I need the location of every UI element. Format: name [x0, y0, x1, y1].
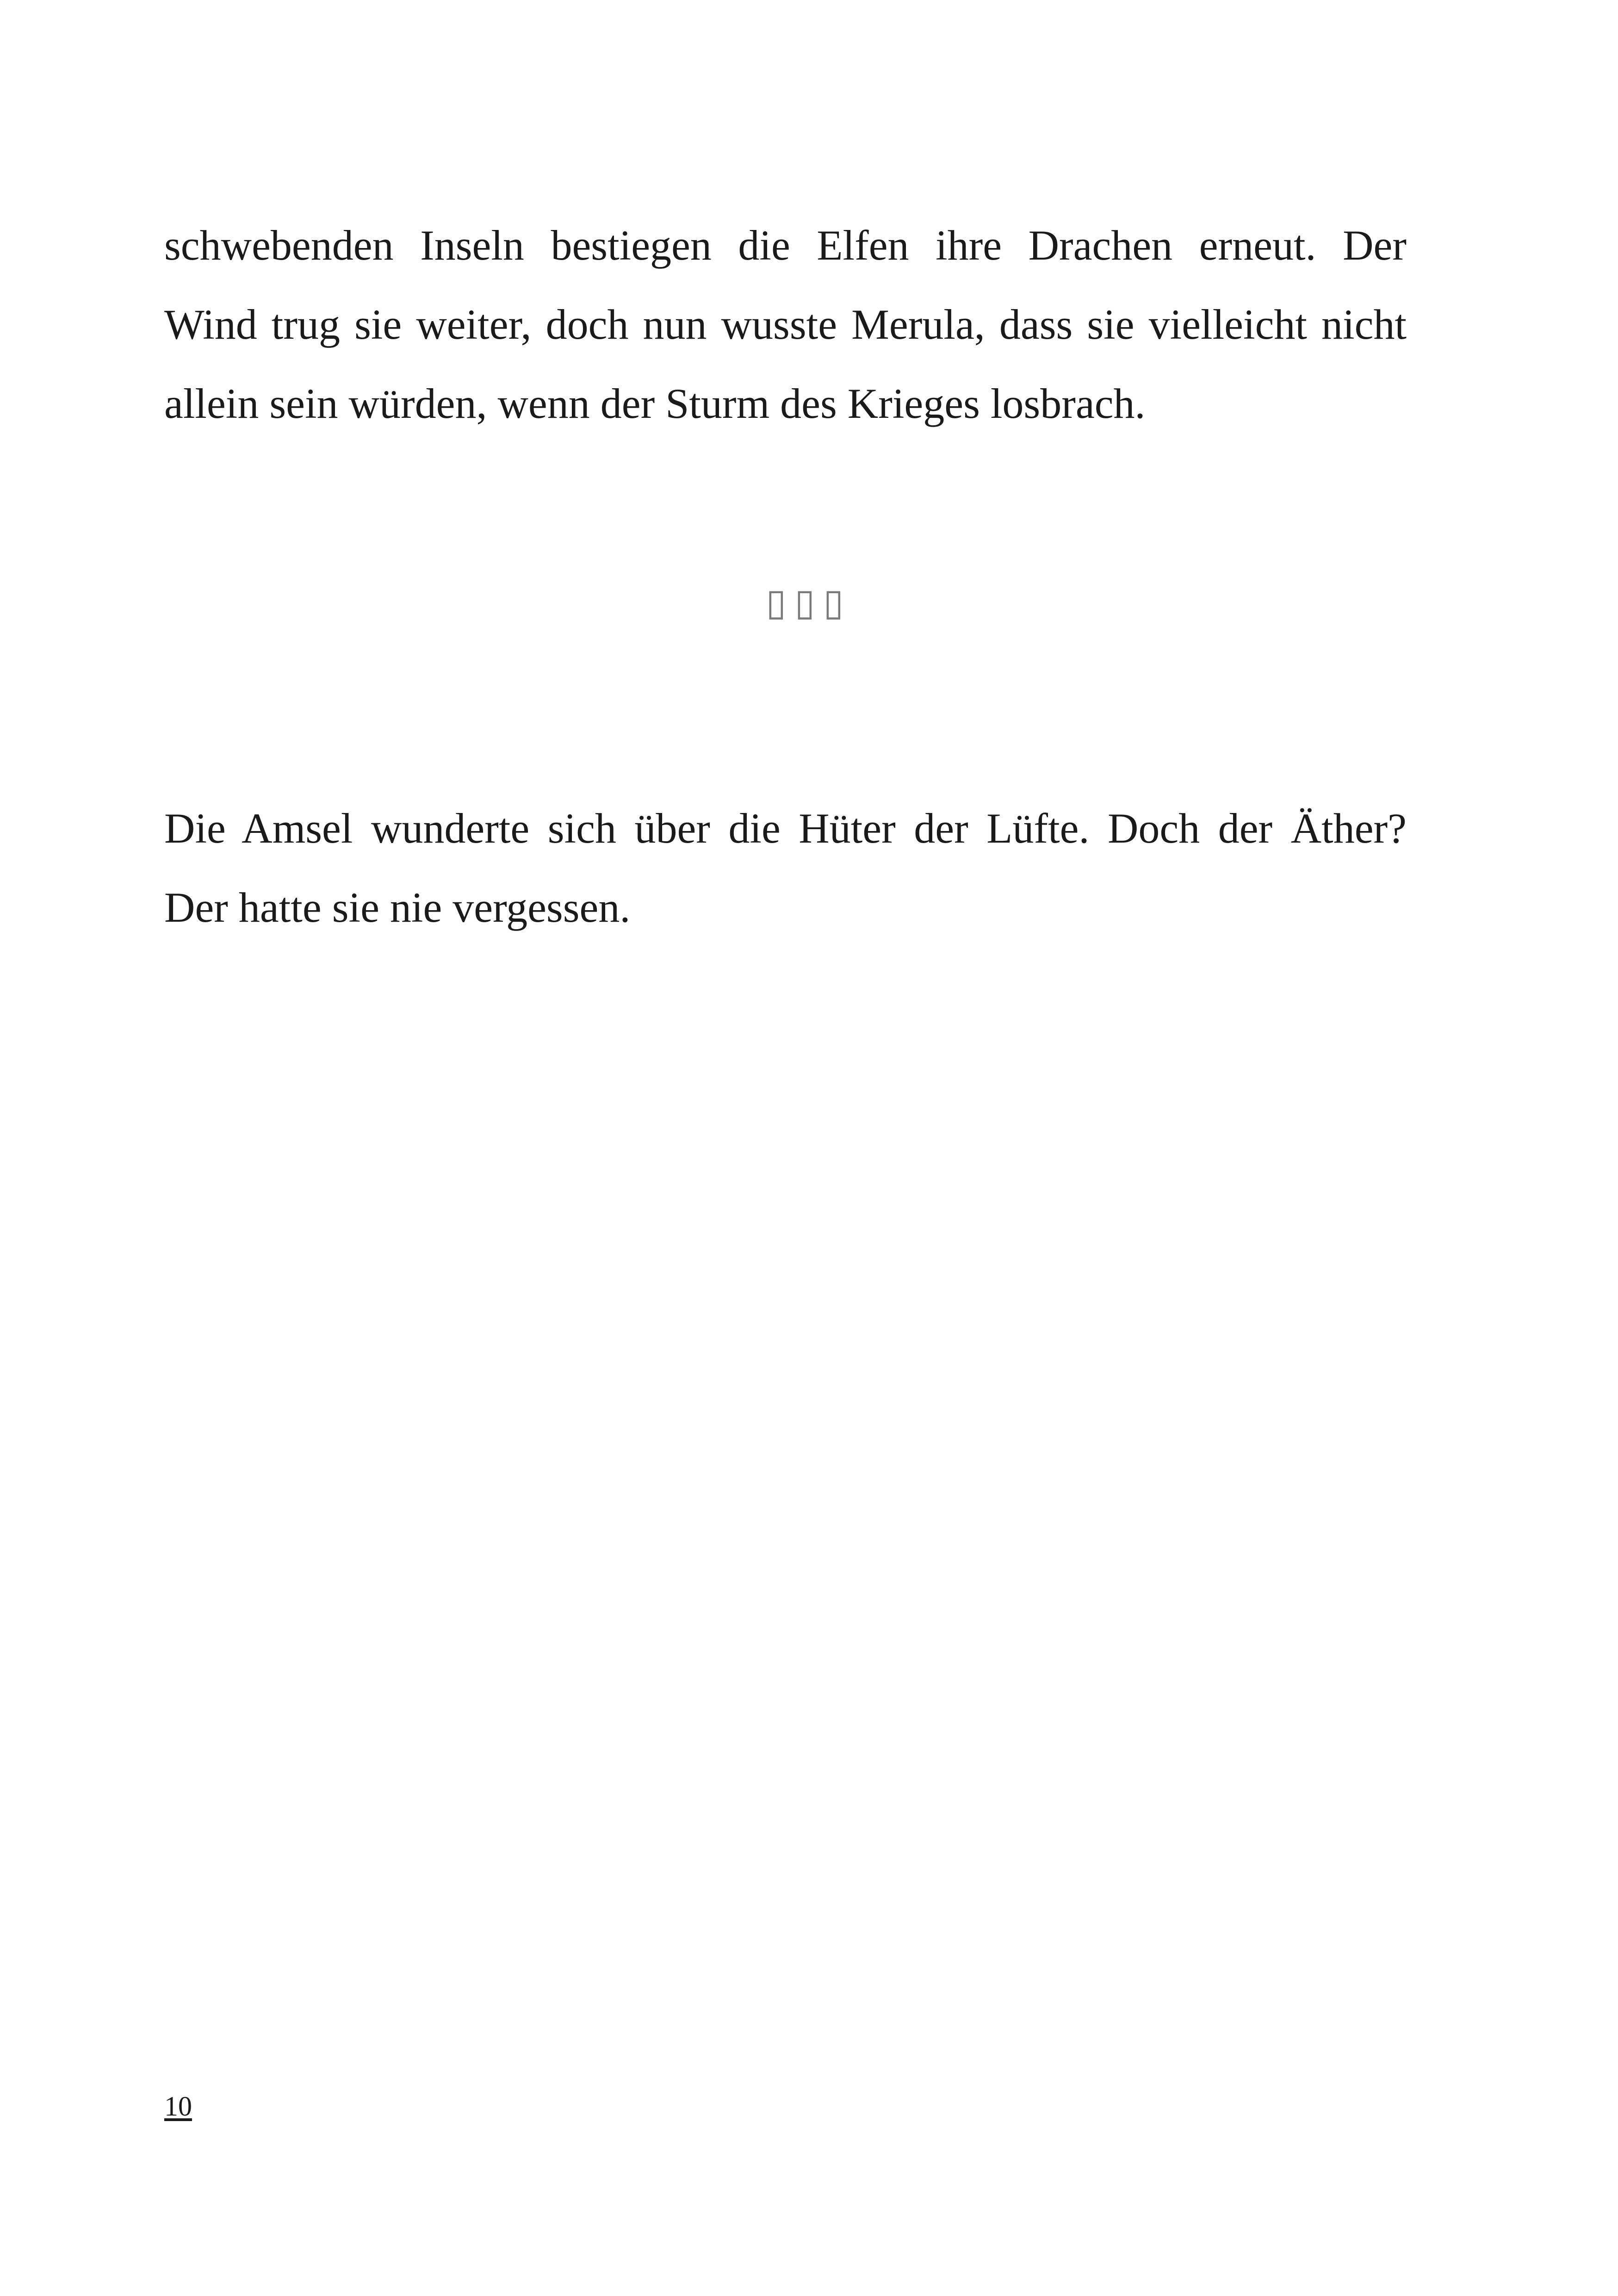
text-line: Wind trug sie weiter, doch nun wusste Merula, dass sie vielleicht nicht — [164, 301, 1407, 348]
text-line: Die Amsel wunderte sich über die Hüter der Lüfte. Doch der Äther? — [164, 805, 1407, 852]
text-line: allein sein würden, wenn der Sturm des Krieges losbrach. — [164, 380, 1146, 427]
text-line: schwebenden Inseln bestiegen die Elfen ihre Drachen erneut. Der — [164, 222, 1407, 269]
paragraph-continuation — [164, 206, 1407, 443]
paragraph-closing — [164, 789, 1407, 947]
text-line: Der hatte sie nie vergessen. — [164, 884, 631, 931]
page-number: 10 — [164, 2091, 192, 2122]
section-separator: ▯▯▯ — [766, 583, 852, 623]
